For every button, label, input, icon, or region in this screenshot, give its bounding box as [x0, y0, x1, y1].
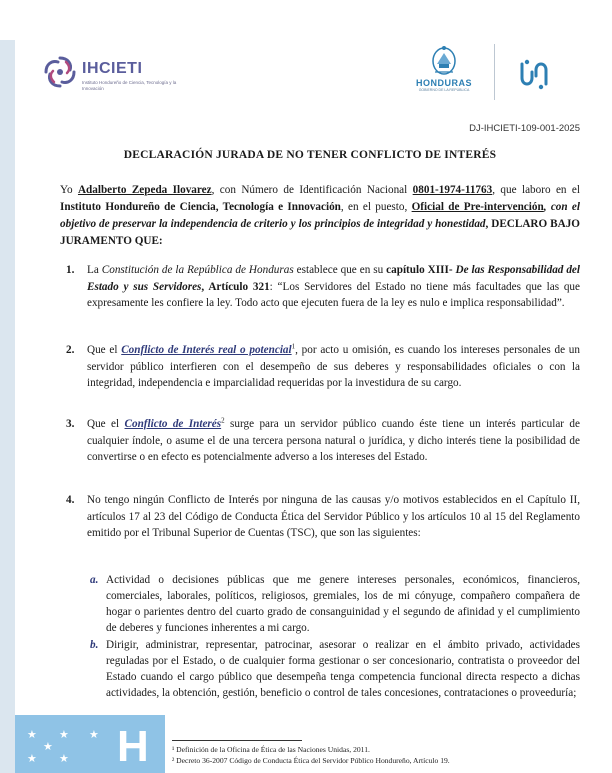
- sub-item-letter: a.: [90, 574, 99, 586]
- item-number: 3.: [66, 418, 75, 430]
- chapter-ref: capítulo XIII-: [386, 264, 456, 276]
- item-number: 1.: [66, 264, 75, 276]
- item-text: No tengo ningún Conflicto de Interés por ninguna de las causas y/o motivos establecidos en el Capítulo II, artículos 17 al 23 del Código de Conducta Ética del Servidor Público y los artículos 10 al 15 del Reglamento emitido por el Tribunal Superior de Cuentas (TSC), que son las siguientes:: [87, 494, 580, 539]
- ihcieti-logo: [40, 52, 180, 94]
- item-3-text-rest: surge para un servidor público cuando éste tiene un interés particular de cualquier índole, o asume el de una tercera persona natural o jurídica, y dicho interés tiene la posibilidad de convertirse o en efecto es potencialmente adverso a los intereses del Estado.: [87, 418, 580, 463]
- national-id: 0801-1974-11763: [412, 184, 493, 196]
- declarant-name: Adalberto Zepeda Ilovarez: [77, 184, 212, 196]
- star-icon: ★: [89, 728, 99, 741]
- sub-item-text: Actividad o decisiones públicas que me genere intereses personales, económicos, financieros, comerciales, laborales, políticos, religiosos, gremiales, los de mi cónyuge, compañero compañera de hogar o parientes dentro del cuarto grado de consanguinidad y el segundo de afinidad y el cumplimiento de deberes y funciones inherentes a mi cargo.: [106, 574, 580, 634]
- intro-text-1: Yo: [60, 184, 78, 196]
- honduras-logo: [410, 44, 478, 102]
- star-icon: ★: [43, 740, 53, 753]
- top-margin: [0, 0, 612, 40]
- intro-text-2: , con Número de Identificación Nacional: [211, 184, 413, 196]
- footnote-separator: [172, 740, 302, 741]
- intro-text-3: , que laboro en el: [492, 184, 580, 196]
- flag-decoration: [15, 715, 165, 773]
- item-1-text-a: La: [87, 264, 102, 276]
- article-ref: , Artículo 321: [201, 280, 270, 293]
- coat-of-arms-icon: [430, 44, 458, 78]
- left-edge-strip: [0, 40, 15, 773]
- intro-objective: , con el objetivo de preservar la independencia de criterio y los principios de integridad y honestidad: [60, 201, 580, 230]
- intro-text-4: , en el puesto,: [340, 201, 412, 213]
- item-text: [87, 416, 580, 466]
- footnote-ref-2: 2: [221, 416, 225, 425]
- footnote-2: ² Decreto 36-2007 Código de Conducta Ética del Servidor Público Hondureño, Artículo 19.: [172, 756, 450, 765]
- chapter-title: De las Responsabilidad del Estado y sus Servidores: [87, 264, 581, 293]
- conflict-term-real: Conflicto de Interés real o potencial: [121, 344, 292, 356]
- sub-item-text: Dirigir, administrar, representar, patrocinar, asesorar o realizar en el ámbito privado, actividades reguladas por el Estado, o de cualquier forma gestionar o ser concesionario, contratista o proveedor del Estado cuando el cargo público que desempeña tenga competencia funcional directa respecto a dichas actividades, la obtención, gestión, beneficio o control de tales concesiones, contrataciones o proveeduría;: [106, 639, 580, 699]
- footnote-1: ¹ Definición de la Oficina de Ética de las Naciones Unidas, 2011.: [172, 745, 370, 754]
- footnote-ref-1: 1: [291, 342, 296, 351]
- sub-item-letter: b.: [90, 639, 99, 651]
- item-2-text-rest: , por acto u omisión, es cuando los intereses personales de un servidor público interfieren con el desempeño de sus deberes y responsabilidades oficiales o con la integridad, independencia e imparcialidad requeridas por la investidura de su cargo.: [87, 344, 580, 389]
- country-name: HONDURAS: [415, 78, 472, 88]
- intro-paragraph: [60, 182, 580, 250]
- star-icon: ★: [59, 752, 69, 765]
- item-3-text-a: Que el: [87, 418, 125, 430]
- ihcieti-swirl-icon: [40, 52, 80, 92]
- institute-name: Instituto Hondureño de Ciencia, Tecnología e Innovación: [60, 201, 341, 213]
- reference-code: DJ-IHCIETI-109-001-2025: [469, 123, 580, 134]
- star-icon: ★: [59, 728, 69, 741]
- intro-declaration: , DECLARO BAJO JURAMENTO QUE:: [60, 218, 580, 247]
- constitution-ref: Constitución de la República de Honduras: [101, 264, 294, 276]
- item-text: [87, 262, 580, 312]
- country-motto: GOBIERNO DE LA REPÚBLICA: [418, 88, 470, 92]
- item-number: 4.: [66, 494, 75, 506]
- logo-divider: [494, 44, 495, 100]
- conflict-term: Conflicto de Interés: [124, 418, 222, 430]
- item-2-text-a: Que el: [87, 344, 122, 356]
- document-title: DECLARACIÓN JURADA DE NO TENER CONFLICTO DE INTERÉS: [123, 149, 497, 161]
- item-1-text-c: establece que en su: [293, 264, 387, 276]
- item-1-quote: : “Los Servidores del Estado no tiene más facultades que las que expresamente les confiere la ley. Todo acto que ejecuten fuera de la ley es nulo e implica responsabilidad”.: [87, 280, 580, 309]
- position-title: Oficial de Pre-intervención: [411, 201, 544, 213]
- org-name: IHCIETI: [82, 60, 143, 77]
- org-subtitle: Instituto Hondureño de Ciencia, Tecnología y la Innovación: [82, 80, 177, 91]
- star-icon: ★: [27, 752, 37, 765]
- item-number: 2.: [66, 344, 75, 356]
- h-letter-mark: H: [117, 722, 149, 771]
- star-icon: ★: [27, 728, 37, 741]
- government-emblem-icon: [514, 54, 554, 94]
- item-text: [87, 342, 580, 392]
